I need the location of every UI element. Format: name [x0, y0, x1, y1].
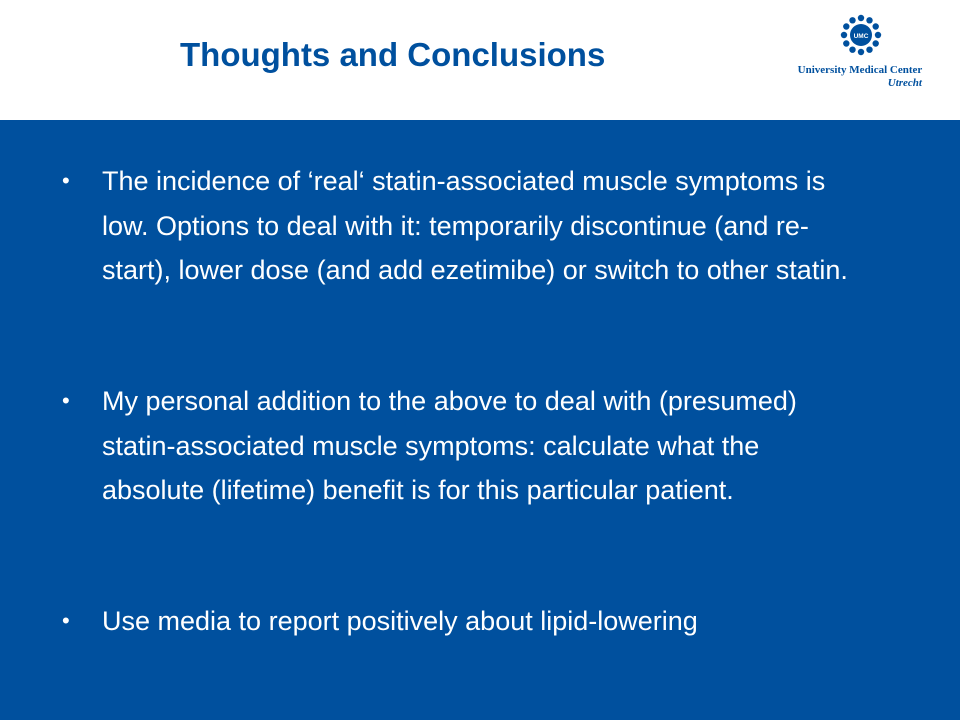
- bullet-marker: •: [62, 388, 70, 413]
- bullet-text: The incidence of ‘real‘ statin-associated muscle symptoms is low. Options to deal with it: temporarily discontinue (and re-start), lower dose (and add ezetimibe) or switch to other statin.: [102, 166, 848, 285]
- slide-title: Thoughts and Conclusions: [180, 36, 606, 73]
- bullet-marker: •: [62, 168, 70, 193]
- bullet-text: My personal addition to the above to deal with (presumed) statin-associated muscle symptoms: calculate what the absolute (lifetime) benefit is for this particular patient.: [102, 386, 797, 505]
- slide-header: [0, 0, 960, 120]
- bullet-item: [62, 159, 862, 293]
- umc-sun-logo-icon: [838, 14, 884, 60]
- logo-city: Utrecht: [887, 77, 922, 89]
- slide-body: [0, 120, 960, 720]
- bullet-item: [62, 379, 862, 513]
- bullet-item: [62, 599, 862, 644]
- logo-mark-text: UMC: [853, 33, 869, 40]
- umc-logo: [790, 14, 930, 94]
- bullet-text: Use media to report positively about lipid-lowering: [102, 606, 698, 636]
- logo-org-name: University Medical Center: [797, 64, 923, 76]
- bullet-marker: •: [62, 608, 70, 633]
